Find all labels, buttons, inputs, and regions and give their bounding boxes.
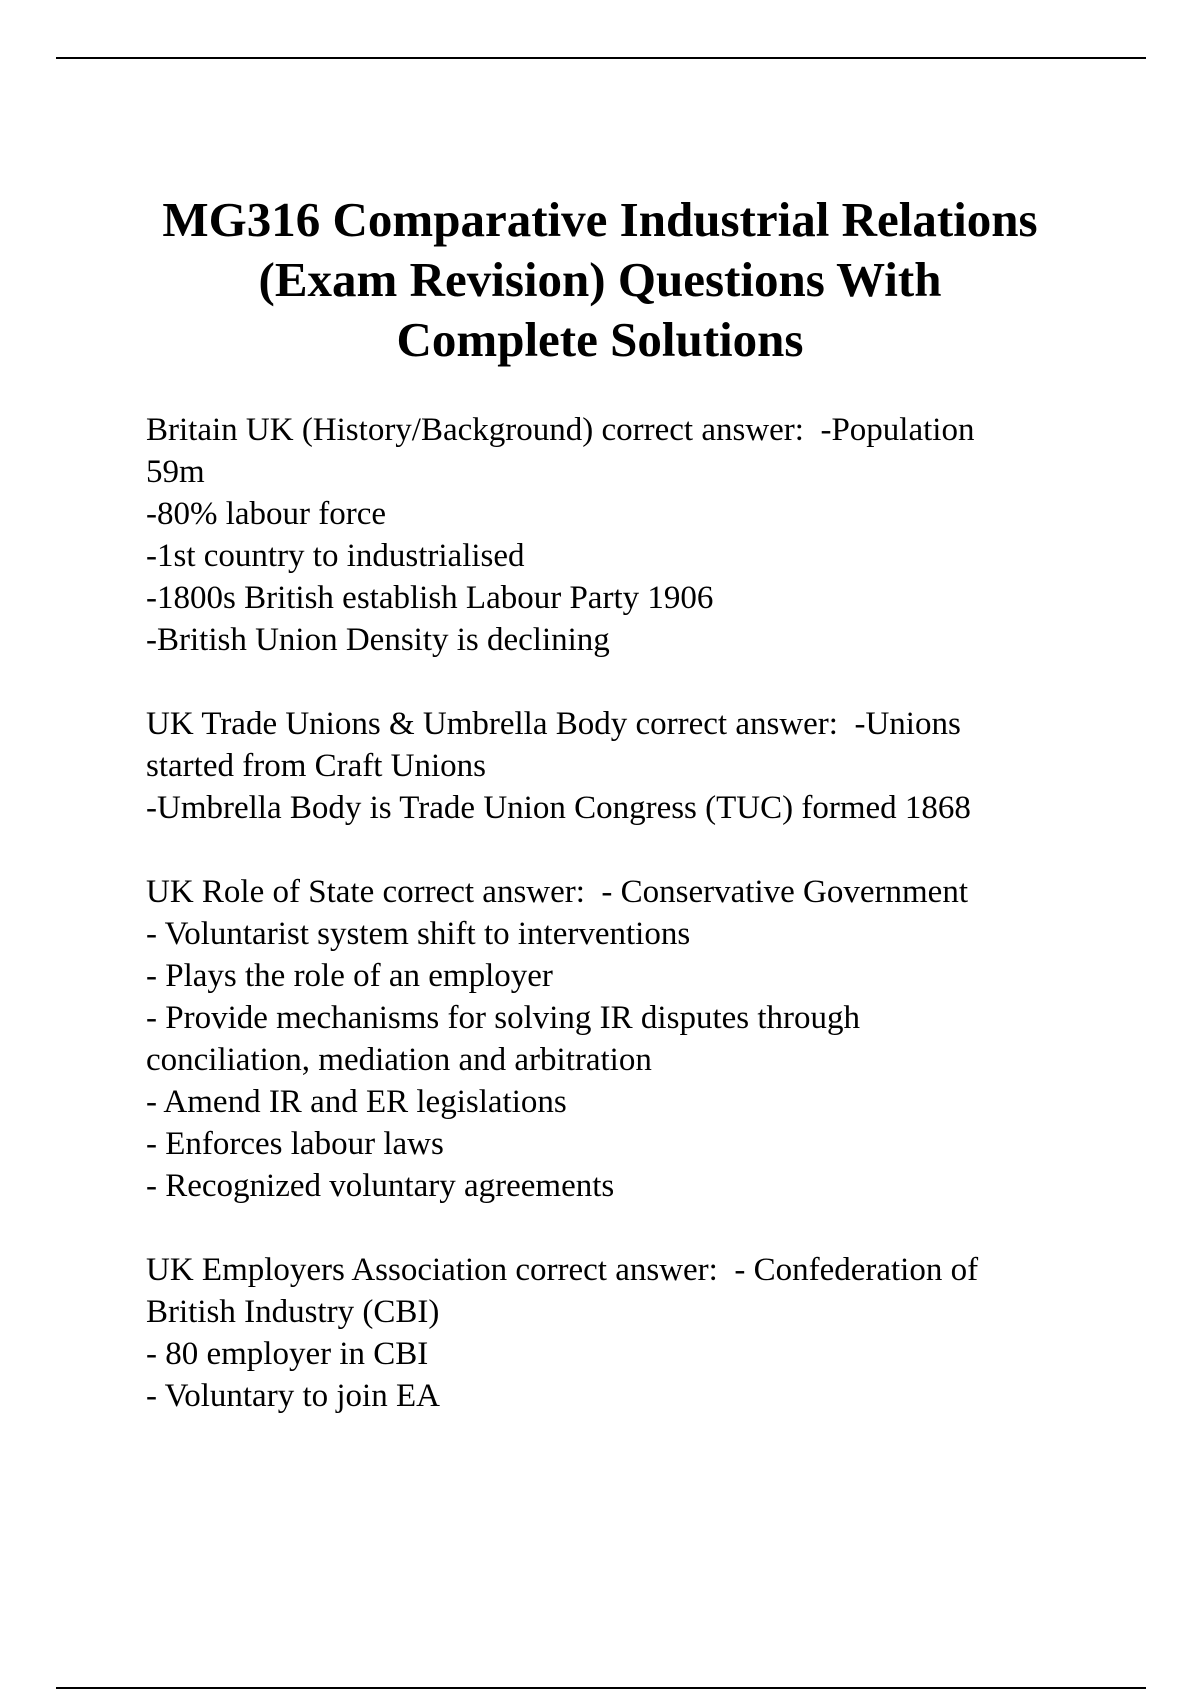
document-title (100, 190, 1100, 370)
qa-line: - Plays the role of an employer (146, 958, 553, 994)
qa-line: - Enforces labour laws (146, 1126, 444, 1162)
qa-line: - Provide mechanisms for solving IR disputes through (146, 1000, 861, 1036)
qa-line: -Umbrella Body is Trade Union Congress (TUC) formed 1868 (146, 790, 971, 826)
qa-block-britain-history (146, 409, 1106, 661)
qa-line: -1st country to industrialised (146, 538, 525, 574)
qa-line: conciliation, mediation and arbitration (146, 1042, 652, 1078)
qa-line: UK Employers Association correct answer: - Confederation of (146, 1252, 979, 1288)
qa-line: UK Trade Unions & Umbrella Body correct answer: -Unions (146, 706, 961, 742)
qa-line: started from Craft Unions (146, 748, 487, 784)
header-rule (56, 57, 1146, 59)
qa-line: UK Role of State correct answer: - Conservative Government (146, 874, 968, 910)
qa-line: - 80 employer in CBI (146, 1336, 429, 1372)
qa-line: 59m (146, 454, 205, 490)
qa-line: British Industry (CBI) (146, 1294, 440, 1330)
qa-line: - Amend IR and ER legislations (146, 1084, 567, 1120)
qa-line: -1800s British establish Labour Party 1906 (146, 580, 714, 616)
document-body (146, 409, 1106, 1459)
qa-block-employers-association (146, 1249, 1106, 1417)
title-line: MG316 Comparative Industrial Relations (162, 192, 1038, 247)
qa-line: - Voluntary to join EA (146, 1378, 440, 1414)
qa-line: -British Union Density is declining (146, 622, 610, 658)
qa-line: -80% labour force (146, 496, 387, 532)
qa-block-trade-unions (146, 703, 1106, 829)
qa-line: - Voluntarist system shift to interventions (146, 916, 691, 952)
qa-line: Britain UK (History/Background) correct answer: -Population (146, 412, 975, 448)
title-line: (Exam Revision) Questions With (258, 252, 942, 307)
footer-rule (56, 1687, 1146, 1689)
qa-block-role-of-state (146, 871, 1106, 1207)
title-line: Complete Solutions (396, 312, 804, 367)
qa-line: - Recognized voluntary agreements (146, 1168, 615, 1204)
